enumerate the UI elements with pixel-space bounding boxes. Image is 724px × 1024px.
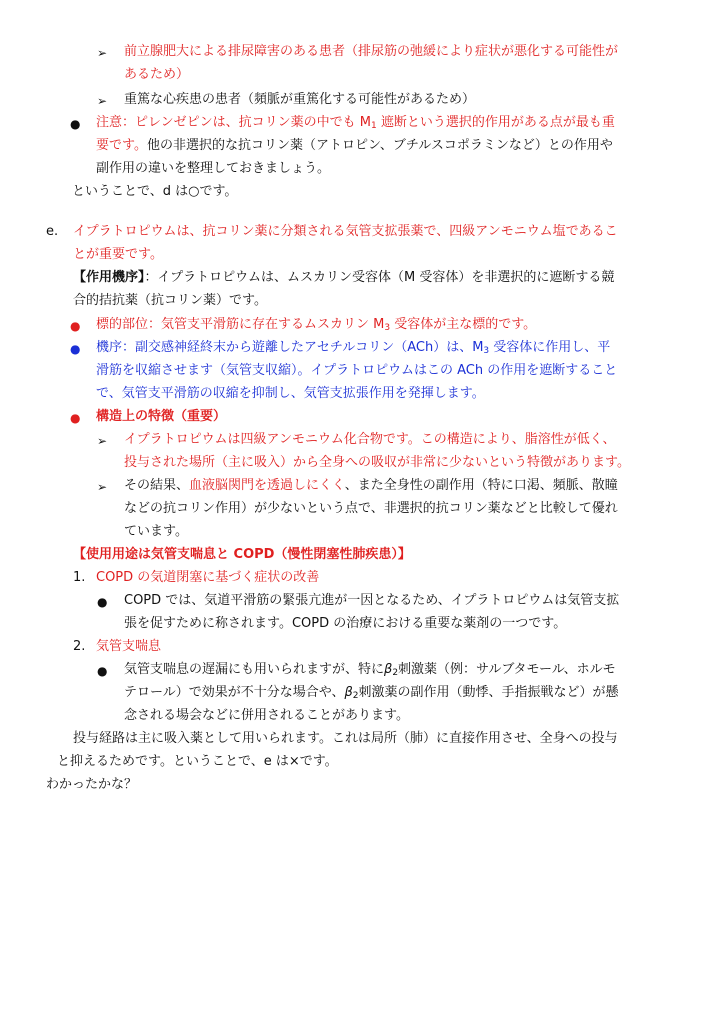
bullet-icon: ● [97,595,108,609]
text-line: 滑筋を収縮させます（気管支収縮）。イプラトロピウムはこの ACh の作用を遮断すること [96,363,618,378]
text-line: 注意：ピレンゼピンは、抗コリン薬の中でも $M_1$ 遮断という選択的作用がある点が最も重 [96,115,615,131]
conclusion-line: ということで、d は○です。 [72,184,238,199]
conclusion-line: と抑えるためです。ということで、e は×です。 [57,754,338,769]
bullet-icon: ● [97,664,108,678]
text-line: 投与された場所（主に吸入）から全身への吸収が非常に少ないという特徴があります。 [124,455,630,470]
arrow-bullet-icon: ➢ [97,46,108,60]
number-label: 2. [73,639,86,654]
text-line: その結果、血液脳関門を透過しにくく、また全身性の副作用（特に口渇、頻脈、散瞳 [124,478,618,493]
text-line: 念される場会などに併用されることがあります。 [124,708,409,723]
text-line: 気管支喘息 [96,639,162,654]
text-line: で、気管支平滑筋の収縮を抑制し、気管支拡張作用を発揮します。 [96,386,485,401]
text-line: あるため） [124,67,190,82]
bullet-icon: ● [70,342,81,356]
text-line: COPD では、気道平滑筋の緊張亢進が一因となるため、イプラトロピウムは気管支拡 [124,593,620,608]
text-line: 重篤な心疾患の患者（頻脈が重篤化する可能性があるため） [124,92,476,107]
text-line: 投与経路は主に吸入薬として用いられます。これは局所（肺）に直接作用させ、全身への投与 [73,731,618,746]
text-line: 前立腺肥大による排尿障害のある患者（排尿筋の弛緩により症状が悪化する可能性が [124,44,619,59]
text-line: 機序：副交感神経終末から遊離したアセチルコリン（ACh）は、$M_3$ 受容体に作用し、平 [96,340,611,356]
bullet-icon: ● [70,117,81,131]
text-line: COPD の気道閉塞に基づく症状の改善 [96,570,320,585]
number-label: 1. [73,570,86,585]
text-line: 要です。他の非選択的な抗コリン薬（アトロピン、ブチルスコポラミンなど）との作用や [96,138,613,153]
text-line: ています。 [124,524,188,539]
text-line: イプラトロピウムは四級アンモニウム化合物です。この構造により、脂溶性が低く、 [124,432,616,447]
arrow-bullet-icon: ➢ [97,434,108,448]
bullet-icon: ● [70,319,81,333]
text-line: 標的部位：気管支平滑筋に存在するムスカリン $M_3$ 受容体が主な標的です。 [96,317,537,333]
text-line: テロール）で効果が不十分な場合や、$\beta_2$刺激薬の副作用（動悸、手指振戦など）が懸 [124,685,619,701]
arrow-bullet-icon: ➢ [97,94,108,108]
section-heading: 構造上の特徴（重要） [96,409,227,424]
text-line: 【作用機序】：イプラトロピウムは、ムスカリン受容体（M 受容体）を非選択的に遮断する競 [73,270,615,285]
section-heading: 【使用用途は気管支喘息と COPD（慢性閉塞性肺疾患）】 [73,547,411,562]
text-line: などの抗コリン作用）が少ないという点で、非選択的抗コリン薬などと比較して優れ [124,501,618,516]
option-label-e: e. [46,224,59,239]
text-line: 合的拮抗薬（抗コリン薬）です。 [73,293,267,308]
arrow-bullet-icon: ➢ [97,480,108,494]
closing-line: わかったかな？ [46,777,138,792]
text-line: 張を促すために称されます。COPD の治療における重要な薬剤の一つです。 [124,616,567,631]
text-line: とが重要です。 [73,247,163,262]
text-line: 副作用の違いを整理しておきましょう。 [96,161,331,176]
text-line: イプラトロピウムは、抗コリン薬に分類される気管支拡張薬で、四級アンモニウム塩であるこ [73,224,618,239]
bullet-icon: ● [70,411,81,425]
text-line: 気管支喘息の遅漏にも用いられますが、特に$\beta_2$刺激薬（例：サルブタモール、ホルモ [124,662,616,678]
